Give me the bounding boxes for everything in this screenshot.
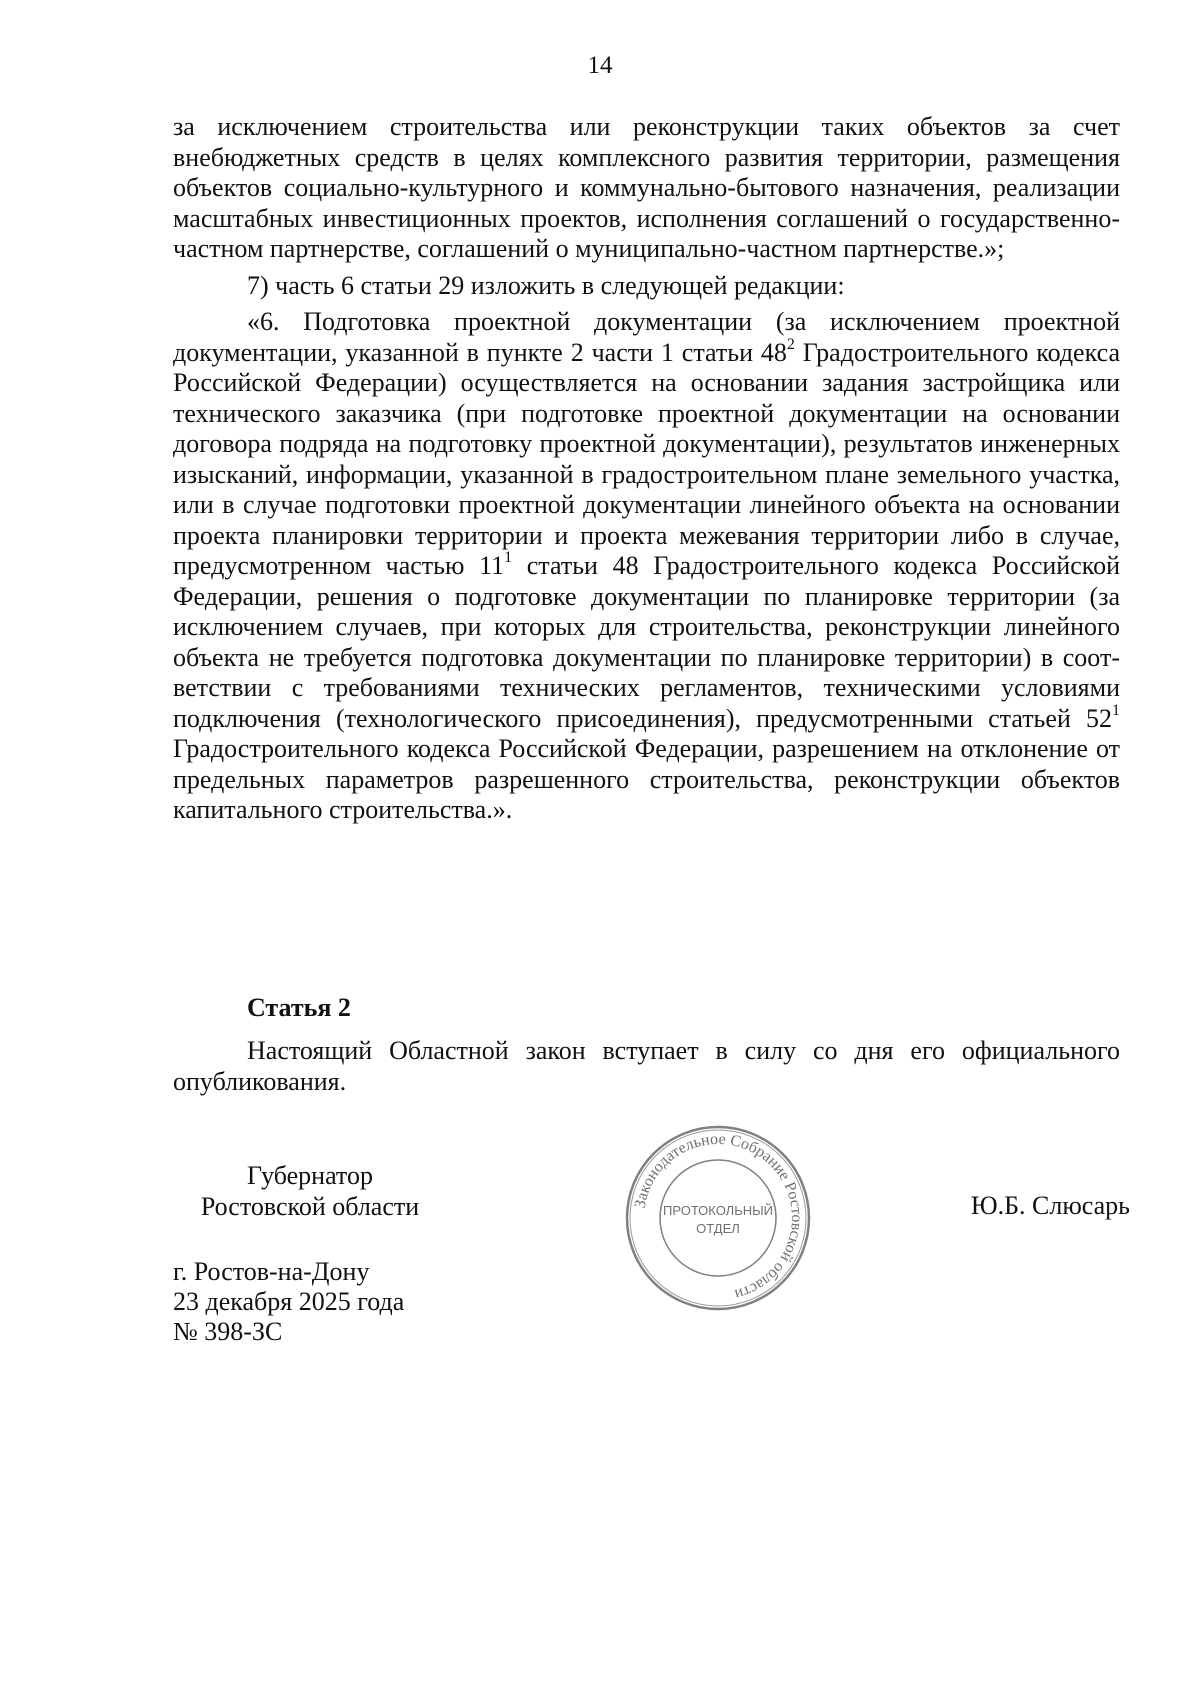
superscript-1a: 1: [504, 549, 513, 567]
place-date-block: [173, 1257, 404, 1347]
paragraph-continuation: за исключением строительства или реконструкции таких объектов за счет внебюджетных средств в целях комплексного развития территории, размещения объектов социально-культурного и коммунально-бытового назначения, реализации масштабных инвестиционных проектов, исполнения соглашений о государственно-частном партнерстве, соглашений о муниципально-частном партнерстве.»;: [173, 112, 1120, 263]
stamp-inner-line2: ОТДЕЛ: [696, 1221, 740, 1236]
stamp-inner-ring: [660, 1160, 776, 1276]
main-text: [173, 112, 1120, 826]
quoted-part-6: [173, 307, 1120, 826]
article-2-body: [173, 1035, 1120, 1097]
stamp-outer-ring: [627, 1127, 809, 1309]
official-stamp: [623, 1123, 813, 1313]
city: г. Ростов-на-Дону: [173, 1257, 370, 1286]
article-2-heading: Статья 2: [247, 993, 351, 1022]
quote-text-3: статьи 48 Градостроительного кодекса Российской Федерации, решения о подготовке документации по планировке территории (за исключением случаев, при которых для строительства, реконструкции линейного объекта не требуется подготовка документации по планировке территории) в соответствии с требованиями технических регламентов, техническими условиями подключения (технологического присоединения), предусмотренными статьей 52: [173, 551, 1120, 733]
stamp-ring-text: Законодательное Собрание Ростовской области: [631, 1130, 806, 1303]
page-number: 14: [587, 52, 613, 79]
quote-text-4: Градостроительного кодекса Российской Федерации, разрешением на отклонение от предельных параметров разрешенного строительства, реконструкции объектов капитального строительства.».: [173, 734, 1120, 824]
signer-name: Ю.Б. Слюсарь: [970, 1191, 1130, 1220]
quote-text-1: «6. Подготовка проектной документации (за исключением проектной документации, указанной в пункте 2 части 1 статьи 48: [173, 307, 1120, 367]
stamp-outer-ring-thin: [630, 1130, 806, 1306]
quote-text-2: Градостроительного кодекса Российской Федерации) осуществляется на основании задания застройщика или технического заказчика (при подготовке проектной документации на основании договора подряда на подготовку проектной документации), результатов инженерных изысканий, информации, указанной в градостроительном плане земельного участка, или в случае подготовки проектной документации линейного объекта на основании проекта планировки территории и проекта межевания территории либо в случае, предусмотренном частью 11: [173, 337, 1120, 580]
article-2-text: Настоящий Областной закон вступает в силу со дня его официального опубликования.: [173, 1036, 1120, 1096]
superscript-2: 2: [786, 335, 795, 353]
date: 23 декабря 2025 года: [173, 1287, 405, 1316]
law-number: № 398-ЗС: [173, 1317, 283, 1346]
governor-title-line1: Губернатор: [247, 1161, 373, 1190]
amendment-item-7: 7) часть 6 статьи 29 изложить в следующей редакции:: [247, 270, 845, 300]
stamp-inner-line1: ПРОТОКОЛЬНЫЙ: [662, 1203, 774, 1218]
governor-title: [160, 1160, 460, 1222]
governor-title-line2: Ростовской области: [200, 1192, 420, 1221]
superscript-1b: 1: [1112, 701, 1120, 719]
